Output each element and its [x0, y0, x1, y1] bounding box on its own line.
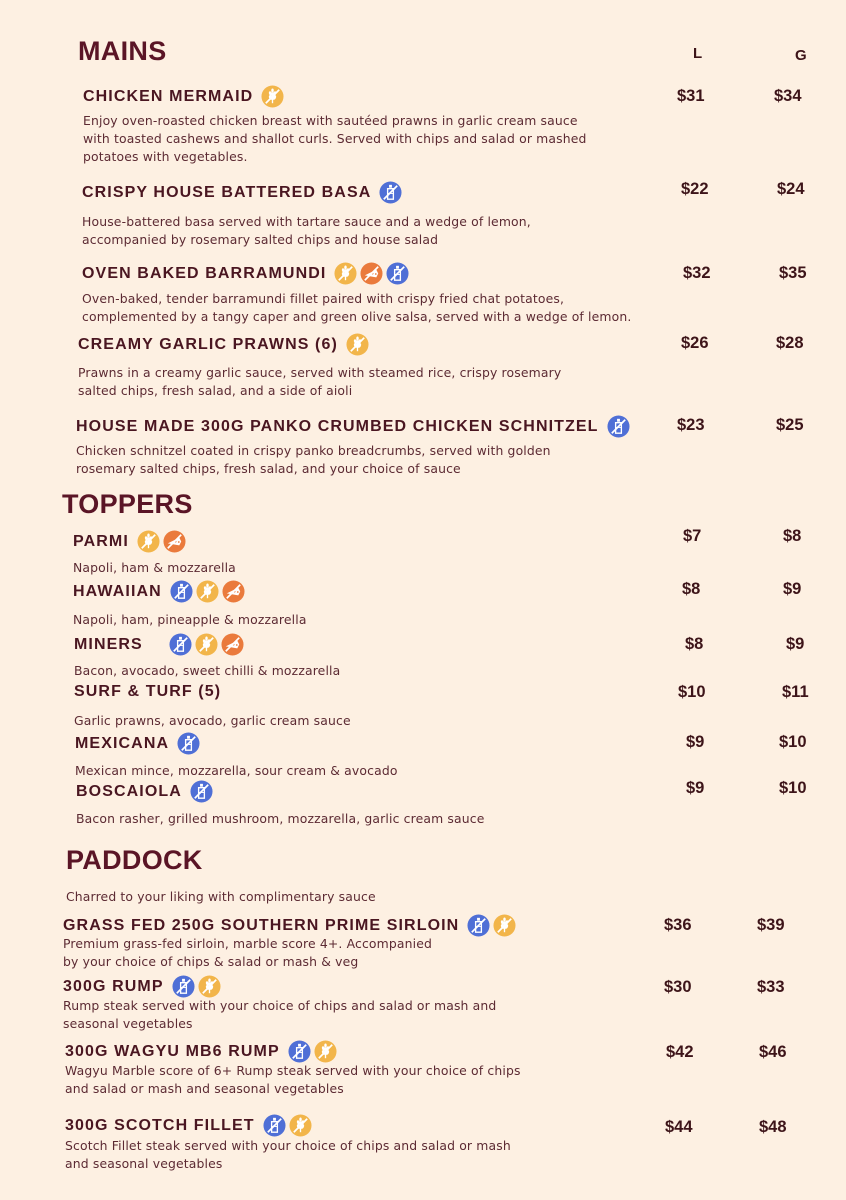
dietary-icons	[137, 530, 186, 553]
dairy-free-icon	[222, 580, 245, 603]
description-line: by your choice of chips & salad or mash & veg	[63, 954, 359, 969]
description-line: Rump steak served with your choice of chips and salad or mash and	[63, 998, 497, 1013]
wheat-free-icon	[137, 530, 160, 553]
menu-item-description	[63, 935, 432, 971]
price-l: $31	[677, 87, 705, 105]
menu-item-name: CREAMY GARLIC PRAWNS (6)	[78, 335, 338, 353]
description-line: Napoli, ham, pineapple & mozzarella	[73, 612, 307, 627]
price-g: $9	[786, 635, 805, 653]
price-l: $7	[683, 527, 702, 545]
dietary-icons	[177, 732, 200, 755]
price-l: $32	[683, 264, 711, 282]
no-bottle-icon	[263, 1114, 286, 1137]
dietary-icons	[170, 580, 245, 603]
menu-item-description	[65, 1137, 511, 1173]
menu-item-description	[63, 997, 496, 1033]
dietary-icons	[190, 780, 213, 803]
description-line: Scotch Fillet steak served with your choice of chips and salad or mash	[65, 1138, 511, 1153]
price-l: $44	[665, 1118, 693, 1136]
description-line: rosemary salted chips, fresh salad, and your choice of sauce	[76, 461, 461, 476]
description-line: Wagyu Marble score of 6+ Rump steak served with your choice of chips	[65, 1063, 521, 1078]
price-l: $26	[681, 334, 709, 352]
menu-item-name-row	[63, 975, 221, 998]
section-title-mains: MAINS	[78, 36, 167, 66]
no-bottle-icon	[386, 262, 409, 285]
dietary-icons	[334, 262, 409, 285]
no-bottle-icon	[379, 181, 402, 204]
dairy-free-icon	[221, 633, 244, 656]
dietary-icons	[346, 333, 369, 356]
price-g: $28	[776, 334, 804, 352]
no-bottle-icon	[177, 732, 200, 755]
description-line: Bacon, avocado, sweet chilli & mozzarella	[74, 663, 341, 678]
no-bottle-icon	[170, 580, 193, 603]
price-l: $22	[681, 180, 709, 198]
price-l: $42	[666, 1043, 694, 1061]
description-line: House-battered basa served with tartare sauce and a wedge of lemon,	[82, 214, 531, 229]
menu-item-description	[82, 290, 631, 326]
menu-item-description	[82, 213, 531, 249]
section-title-toppers: TOPPERS	[62, 489, 193, 519]
menu-item-name-row	[65, 1040, 337, 1063]
menu-item-name: PARMI	[73, 532, 129, 550]
price-g: $24	[777, 180, 805, 198]
wheat-free-icon	[314, 1040, 337, 1063]
description-line: Prawns in a creamy garlic sauce, served with steamed rice, crispy rosemary	[78, 365, 562, 380]
column-header-l: L	[693, 45, 703, 62]
description-line: Bacon rasher, grilled mushroom, mozzarella, garlic cream sauce	[76, 811, 485, 826]
menu-item-description	[65, 1062, 521, 1098]
section-title-paddock: PADDOCK	[66, 845, 203, 875]
dietary-icons	[263, 1114, 312, 1137]
menu-item-name-row	[63, 914, 516, 937]
price-g: $35	[779, 264, 807, 282]
menu-item-name: GRASS FED 250G SOUTHERN PRIME SIRLOIN	[63, 916, 460, 934]
price-g: $33	[757, 978, 785, 996]
description-line: Enjoy oven-roasted chicken breast with sautéed prawns in garlic cream sauce	[83, 113, 578, 128]
menu-item-name-row	[74, 683, 229, 701]
menu-item-name: CHICKEN MERMAID	[83, 87, 254, 105]
dietary-icons	[379, 181, 402, 204]
dietary-icons	[261, 85, 284, 108]
paddock-subtitle: Charred to your liking with complimentary sauce	[66, 889, 376, 904]
dairy-free-icon	[360, 262, 383, 285]
description-line: Premium grass-fed sirloin, marble score 4+. Accompanied	[63, 936, 433, 951]
wheat-free-icon	[198, 975, 221, 998]
price-l: $30	[664, 978, 692, 996]
price-l: $8	[685, 635, 704, 653]
menu-item-name-row	[73, 530, 186, 553]
menu-item-name-row	[78, 333, 369, 356]
no-bottle-icon	[288, 1040, 311, 1063]
price-g: $48	[759, 1118, 787, 1136]
menu-item-name-row	[65, 1114, 312, 1137]
price-g: $9	[783, 580, 802, 598]
menu-item-name-row	[82, 181, 402, 204]
price-g: $10	[779, 779, 807, 797]
no-bottle-icon	[172, 975, 195, 998]
description-line: Napoli, ham & mozzarella	[73, 560, 236, 575]
wheat-free-icon	[289, 1114, 312, 1137]
description-line: with toasted cashews and shallot curls. Served with chips and salad or mashed	[83, 131, 587, 146]
description-line: accompanied by rosemary salted chips and house salad	[82, 232, 439, 247]
no-bottle-icon	[467, 914, 490, 937]
description-line: seasonal vegetables	[63, 1016, 193, 1031]
menu-item-name-row	[74, 633, 244, 656]
wheat-free-icon	[196, 580, 219, 603]
dietary-icons	[288, 1040, 337, 1063]
no-bottle-icon	[169, 633, 192, 656]
description-line: potatoes with vegetables.	[83, 149, 248, 164]
description-line: and salad or mash and seasonal vegetables	[65, 1081, 344, 1096]
menu-item-name: OVEN BAKED BARRAMUNDI	[82, 264, 327, 282]
menu-item-name: CRISPY HOUSE BATTERED BASA	[82, 183, 372, 201]
price-l: $23	[677, 416, 705, 434]
dietary-icons	[607, 415, 630, 438]
menu-item-description	[76, 810, 484, 828]
menu-item-name-row	[83, 85, 284, 108]
no-bottle-icon	[607, 415, 630, 438]
menu-item-description	[83, 112, 587, 166]
menu-item-name: 300G RUMP	[63, 977, 164, 995]
price-g: $25	[776, 416, 804, 434]
description-line: Mexican mince, mozzarella, sour cream & avocado	[75, 763, 398, 778]
menu-item-name: HOUSE MADE 300G PANKO CRUMBED CHICKEN SCHNITZEL	[76, 417, 599, 435]
price-l: $36	[664, 916, 692, 934]
menu-item-description	[76, 442, 551, 478]
menu-item-name-row	[75, 732, 200, 755]
menu-item-description	[74, 712, 351, 730]
column-header-g: G	[795, 47, 807, 64]
price-g: $34	[774, 87, 802, 105]
description-line: salted chips, fresh salad, and a side of aioli	[78, 383, 353, 398]
menu-item-name-row	[76, 415, 630, 438]
menu-item-description	[73, 559, 236, 577]
description-line: complemented by a tangy caper and green olive salsa, served with a wedge of lemon.	[82, 309, 632, 324]
price-l: $8	[682, 580, 701, 598]
menu-item-name: 300G WAGYU MB6 RUMP	[65, 1042, 280, 1060]
dairy-free-icon	[163, 530, 186, 553]
description-line: Oven-baked, tender barramundi fillet paired with crispy fried chat potatoes,	[82, 291, 565, 306]
dietary-icons	[172, 975, 221, 998]
wheat-free-icon	[195, 633, 218, 656]
price-g: $8	[783, 527, 802, 545]
wheat-free-icon	[334, 262, 357, 285]
menu-item-name: BOSCAIOLA	[76, 782, 182, 800]
price-g: $46	[759, 1043, 787, 1061]
no-bottle-icon	[190, 780, 213, 803]
price-g: $39	[757, 916, 785, 934]
menu-item-description	[73, 611, 307, 629]
price-l: $9	[686, 779, 705, 797]
menu-item-name-row	[73, 580, 245, 603]
wheat-free-icon	[493, 914, 516, 937]
wheat-free-icon	[346, 333, 369, 356]
dietary-icons	[169, 633, 244, 656]
description-line: Chicken schnitzel coated in crispy panko breadcrumbs, served with golden	[76, 443, 551, 458]
price-g: $10	[779, 733, 807, 751]
menu-item-name: SURF & TURF (5)	[74, 683, 222, 700]
menu-item-description	[75, 762, 398, 780]
menu-item-name: MINERS	[74, 635, 143, 653]
dietary-icons	[467, 914, 516, 937]
menu-item-name: 300G SCOTCH FILLET	[65, 1116, 255, 1134]
menu-item-description	[74, 662, 340, 680]
description-line: and seasonal vegetables	[65, 1156, 223, 1171]
menu-item-name-row	[76, 780, 213, 803]
description-line: Garlic prawns, avocado, garlic cream sauce	[74, 713, 351, 728]
menu-item-description	[78, 364, 561, 400]
menu-item-name-row	[82, 262, 409, 285]
price-l: $10	[678, 683, 706, 701]
price-l: $9	[686, 733, 705, 751]
menu-item-name: MEXICANA	[75, 734, 170, 752]
menu-item-name: HAWAIIAN	[73, 582, 162, 600]
price-g: $11	[782, 683, 809, 701]
wheat-free-icon	[261, 85, 284, 108]
